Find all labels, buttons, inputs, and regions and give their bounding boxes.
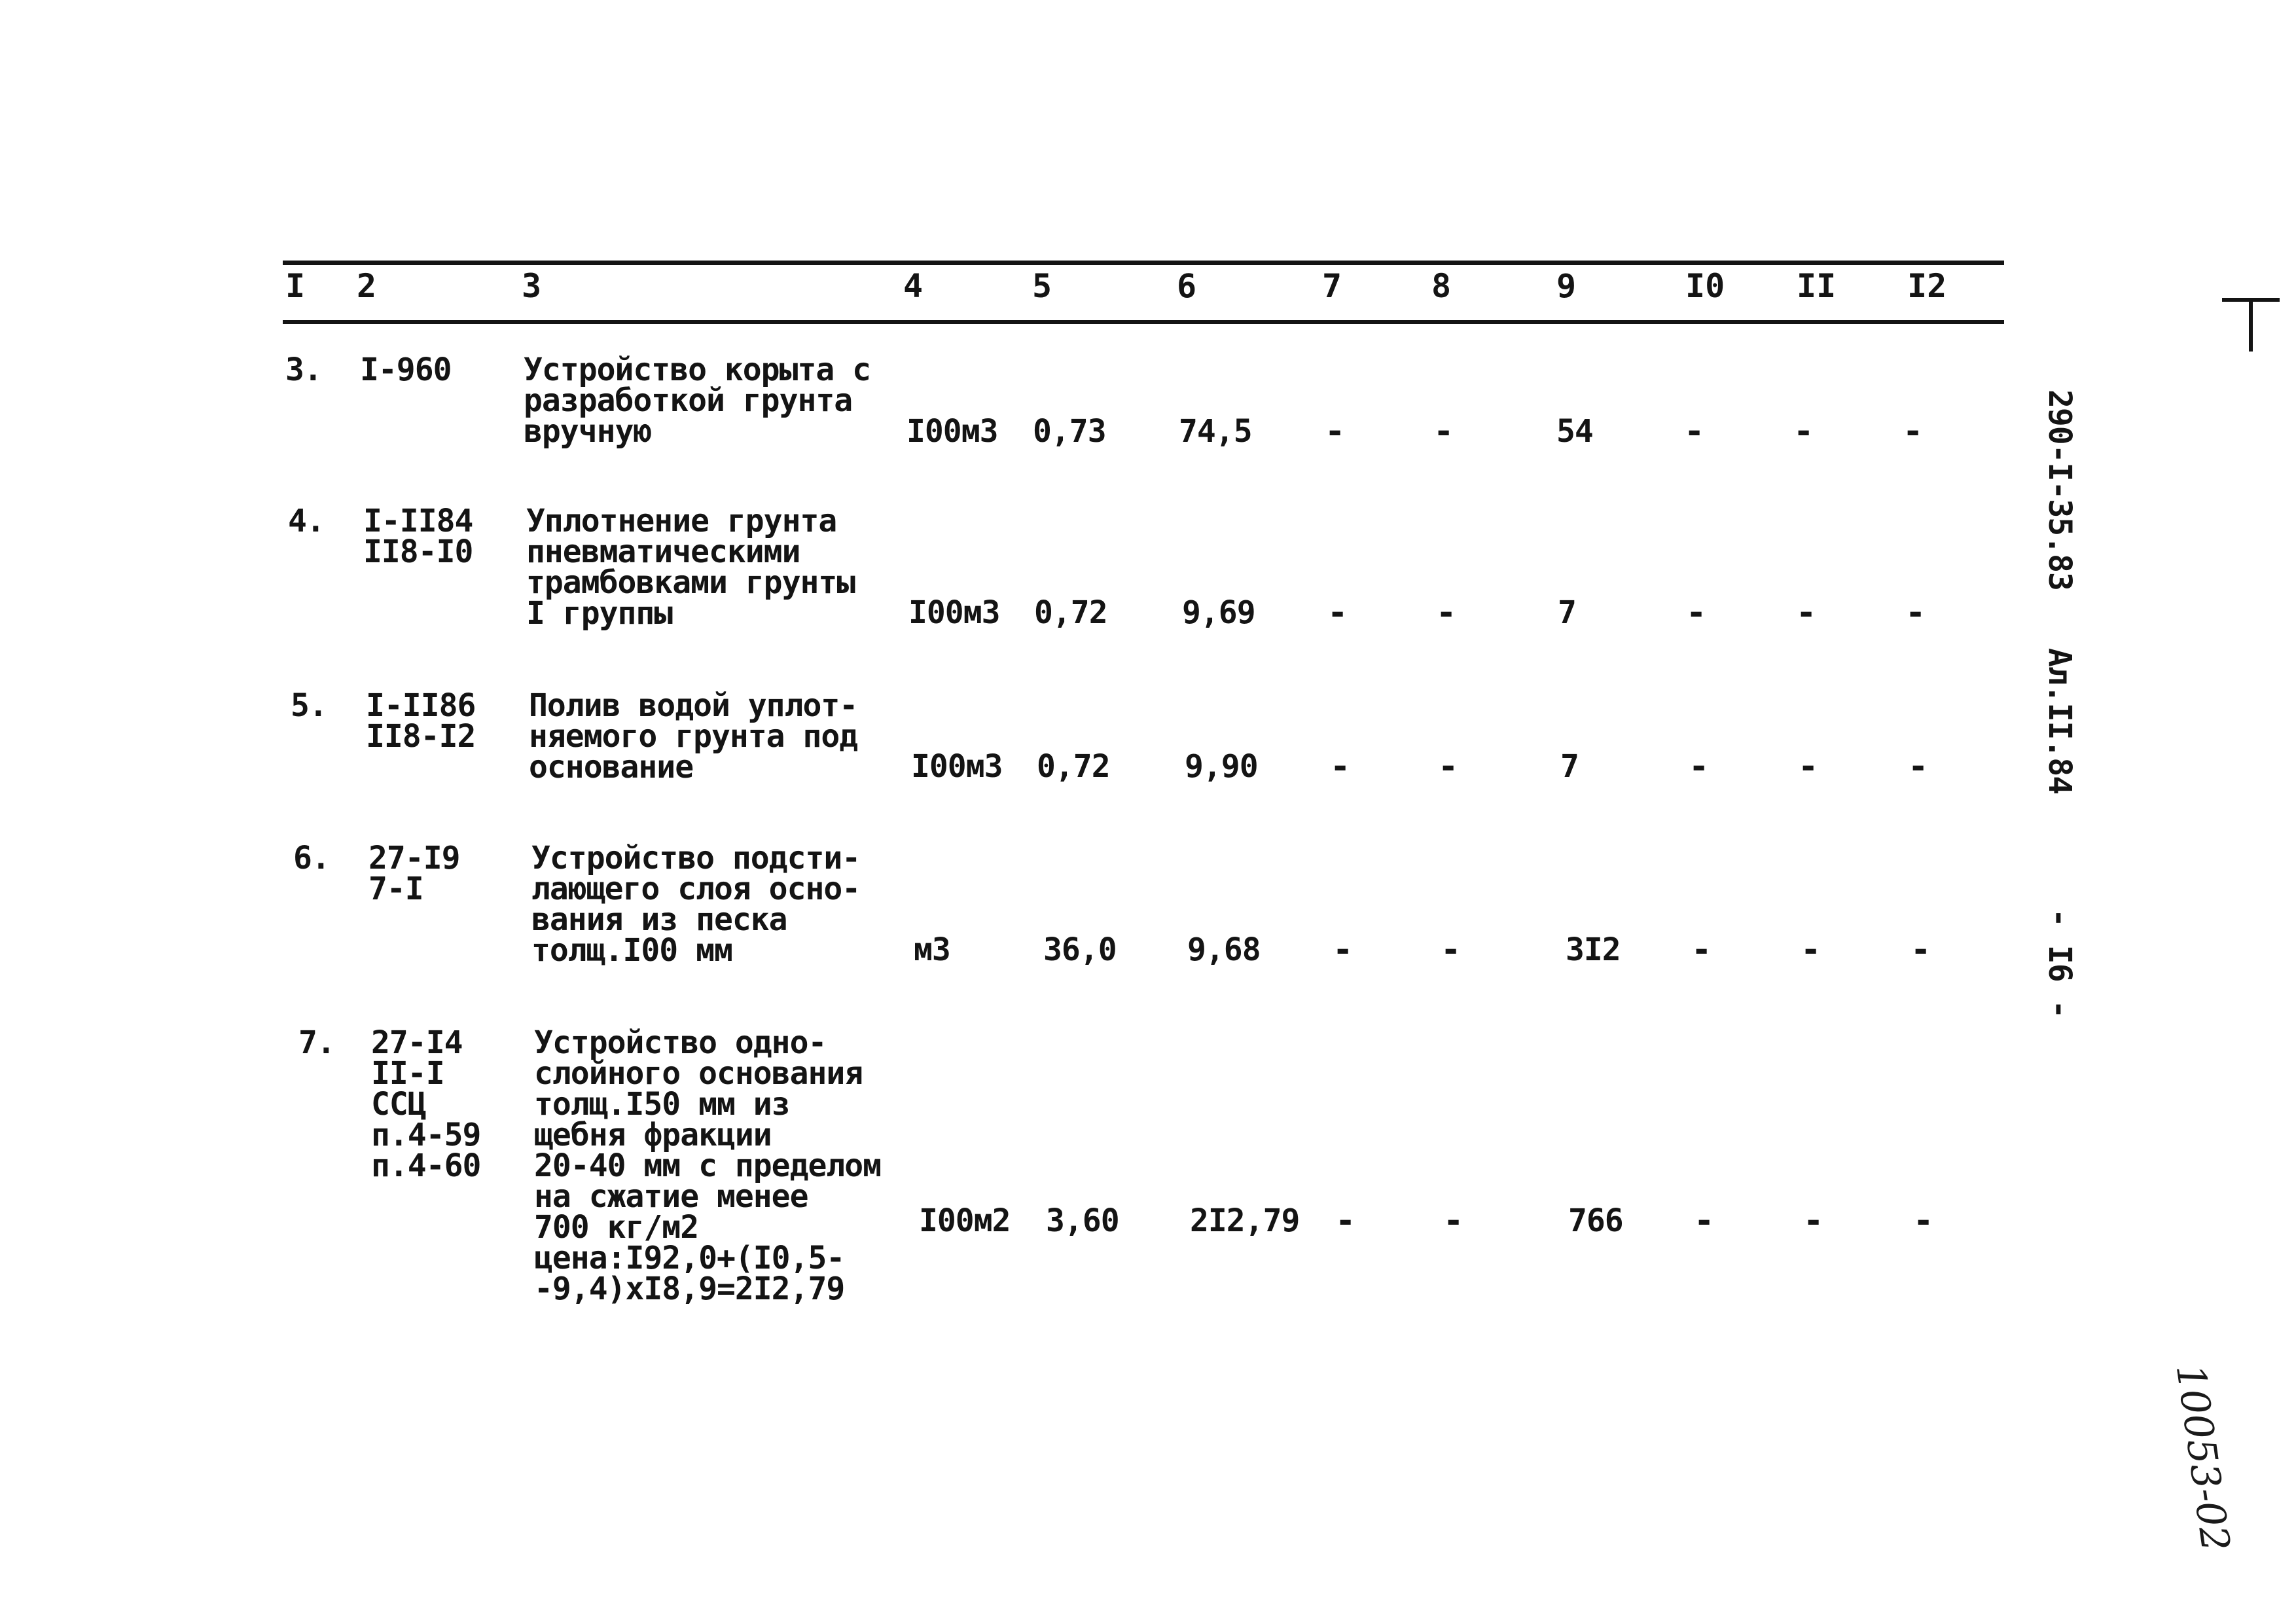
- row-col-8: -: [1436, 593, 1456, 632]
- row-col-11: -: [1796, 593, 1816, 632]
- header-col-9: 9: [1556, 267, 1577, 305]
- row-quantity: 36,0: [1043, 931, 1117, 968]
- row-col-9: 7: [1560, 748, 1579, 785]
- row-description: Устройство корыта с разработкой грунта вручную: [524, 352, 871, 450]
- row-price: 9,69: [1182, 594, 1255, 631]
- header-col-10: I0: [1685, 267, 1725, 305]
- header-col-1: I: [285, 267, 306, 305]
- row-number: 6.: [293, 840, 330, 876]
- row-number: 7.: [298, 1024, 335, 1061]
- row-description: Устройство подсти- лающего слоя осно- вания из песка толщ.I00 мм: [531, 840, 861, 969]
- table-header-rule: [283, 320, 2004, 324]
- row-col-8: -: [1438, 747, 1458, 786]
- table-top-rule: [283, 261, 2004, 265]
- row-unit: I00м3: [906, 413, 998, 450]
- row-col-10: -: [1689, 747, 1709, 786]
- row-description: Устройство одно- слойного основания толщ.I50 мм из щебня фракции 20-40 мм с пределом на сжатие менее 700 кг/м2 цена:I92,0+(I0,5- -9,4)хI8,9=2I2,79: [534, 1024, 882, 1307]
- row-col-9: 54: [1556, 413, 1593, 450]
- row-col-12: -: [1903, 412, 1923, 451]
- row-col-10: -: [1686, 593, 1706, 632]
- row-code: I-960: [360, 352, 452, 388]
- row-col-9: 766: [1568, 1202, 1623, 1239]
- row-unit: I00м3: [908, 594, 1000, 631]
- handwritten-inventory-number: 10053-02: [2166, 1362, 2239, 1555]
- header-col-11: II: [1797, 267, 1837, 305]
- row-code: I-II84 II8-I0: [363, 503, 473, 570]
- row-quantity: 0,73: [1033, 413, 1106, 450]
- row-unit: I00м3: [911, 748, 1003, 785]
- row-col-10: -: [1694, 1201, 1714, 1240]
- header-col-4: 4: [903, 267, 924, 305]
- row-col-9: 7: [1558, 594, 1576, 631]
- row-col-7: -: [1327, 593, 1348, 632]
- row-unit: м3: [914, 931, 950, 968]
- row-col-12: -: [1913, 1201, 1933, 1240]
- header-col-7: 7: [1322, 267, 1342, 305]
- row-code: I-II86 II8-I2: [366, 687, 476, 755]
- row-col-11: -: [1801, 930, 1821, 969]
- row-col-11: -: [1793, 412, 1814, 451]
- row-col-10: -: [1691, 930, 1712, 969]
- header-col-12: I2: [1907, 267, 1947, 305]
- header-col-3: 3: [522, 267, 542, 305]
- row-unit: I00м2: [919, 1202, 1011, 1239]
- row-price: 74,5: [1179, 413, 1252, 450]
- row-col-7: -: [1330, 747, 1350, 786]
- row-number: 3.: [285, 352, 322, 388]
- row-quantity: 0,72: [1034, 594, 1107, 631]
- row-description: Уплотнение грунта пневматическими трамбовками грунты I группы: [526, 503, 855, 632]
- row-col-8: -: [1441, 930, 1461, 969]
- row-col-11: -: [1798, 747, 1818, 786]
- row-col-7: -: [1335, 1201, 1355, 1240]
- row-price: 9,68: [1187, 931, 1261, 968]
- document-code: 290-I-35.83: [2041, 389, 2078, 590]
- header-col-2: 2: [357, 267, 377, 305]
- row-col-8: -: [1433, 412, 1454, 451]
- row-col-7: -: [1325, 412, 1345, 451]
- header-col-6: 6: [1177, 267, 1197, 305]
- row-number: 4.: [288, 503, 325, 539]
- row-quantity: 0,72: [1037, 748, 1110, 785]
- row-quantity: 3,60: [1046, 1202, 1119, 1239]
- row-col-8: -: [1443, 1201, 1463, 1240]
- row-price: 9,90: [1185, 748, 1258, 785]
- row-col-12: -: [1905, 593, 1926, 632]
- row-col-11: -: [1803, 1201, 1823, 1240]
- page-number: - I6 -: [2041, 909, 2078, 1019]
- album-number: Ал.II.84: [2041, 648, 2078, 795]
- header-col-5: 5: [1032, 267, 1052, 305]
- row-code: 27-I9 7-I: [368, 840, 460, 907]
- row-col-7: -: [1333, 930, 1353, 969]
- row-col-10: -: [1684, 412, 1704, 451]
- row-code: 27-I4 II-I ССЦ п.4-59 п.4-60: [371, 1024, 481, 1184]
- row-number: 5.: [291, 687, 327, 724]
- row-col-12: -: [1908, 747, 1928, 786]
- header-col-8: 8: [1431, 267, 1452, 305]
- row-description: Полив водой уплот- няемого грунта под основание: [529, 687, 858, 785]
- row-col-9: 3I2: [1566, 931, 1621, 968]
- corner-mark-stem: [2249, 298, 2253, 352]
- row-col-12: -: [1910, 930, 1931, 969]
- row-price: 2I2,79: [1190, 1202, 1300, 1239]
